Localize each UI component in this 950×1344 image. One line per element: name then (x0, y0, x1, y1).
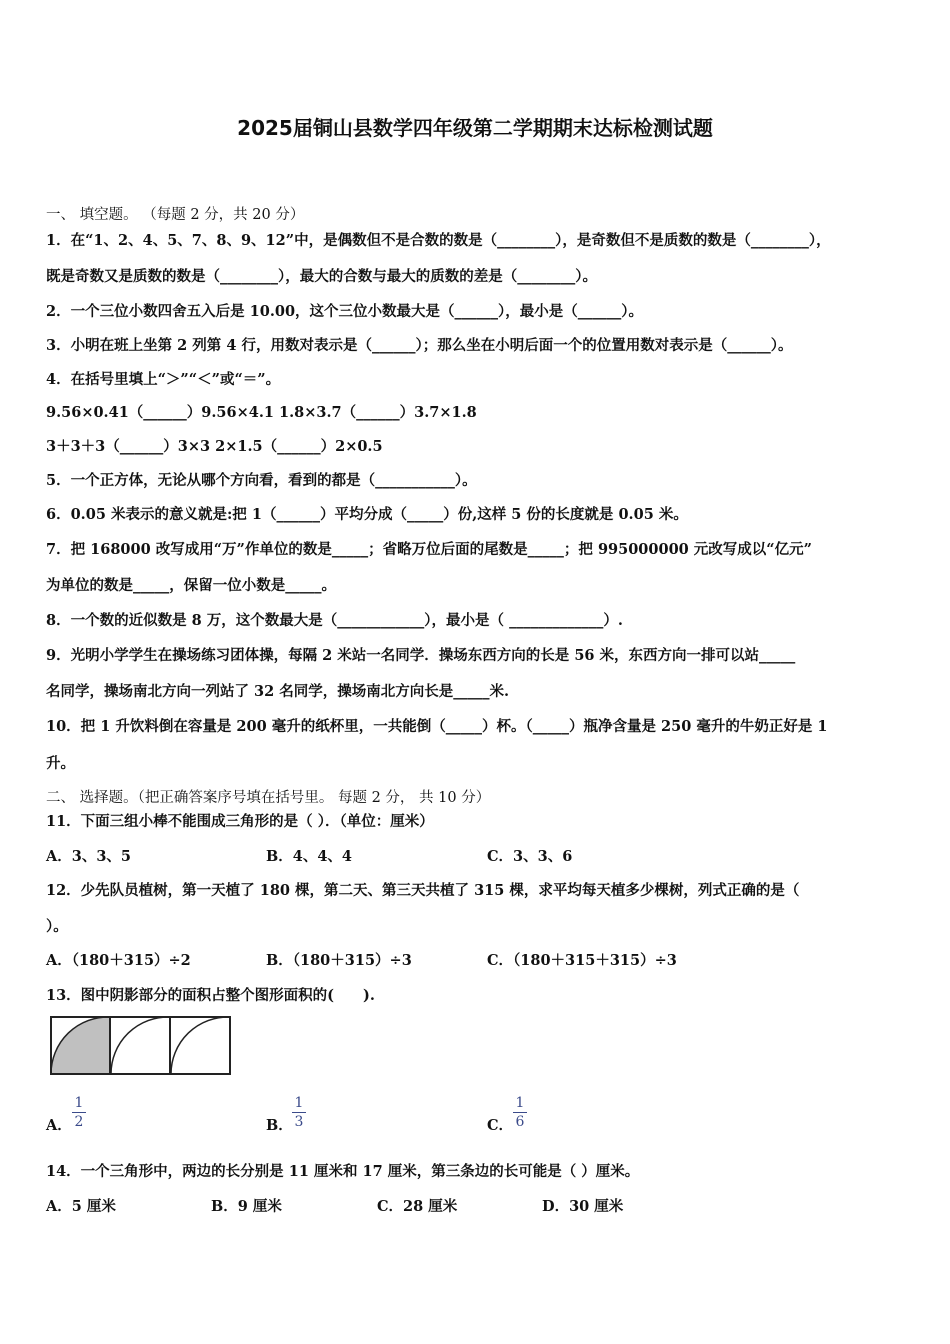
question-line: 3＋3＋3（______）3×3 2×1.5（______）2×0.5 (46, 438, 383, 455)
question-line: 9．光明小学学生在操场练习团体操，每隔 2 米站一名同学．操场东西方向的长是 56 米，东西方向一排可以站_____ (46, 647, 796, 664)
q11-option-b: B．4、4、4 (266, 848, 353, 865)
q13-option-a-fraction: 1 2 (72, 1095, 86, 1130)
q11-option-c: C．3、3、6 (487, 848, 573, 865)
q13-option-a-label: A． (46, 1117, 72, 1134)
q13-option-b-fraction: 1 3 (292, 1095, 306, 1130)
q12-option-b: B．（180＋315）÷3 (266, 952, 412, 969)
q12-option-a: A．（180＋315）÷2 (46, 952, 191, 969)
q14-option-b: B．9 厘米 (211, 1198, 282, 1215)
section1-heading: 一、 填空题。 （每题 2 分，共 20 分） (46, 207, 305, 223)
q12-text: 12．少先队员植树，第一天植了 180 棵，第二天、第三天共植了 315 棵，求平均每天植多少棵树，列式正确的是（ (46, 882, 800, 899)
question-line: 10．把 1 升饮料倒在容量是 200 毫升的纸杯里，一共能倒（_____）杯。（_____）瓶净含量是 250 毫升的牛奶正好是 1 (46, 718, 828, 735)
q11-text: 11．下面三组小棒不能围成三角形的是（ ）．（单位：厘米） (46, 813, 434, 830)
question-line: 1．在“1、2、4、5、7、8、9、12”中，是偶数但不是合数的数是（________），是奇数但不是质数的数是（________）， (46, 232, 831, 249)
q14-option-d: D．30 厘米 (542, 1198, 624, 1215)
q14-option-c: C．28 厘米 (377, 1198, 458, 1215)
q13-option-c-fraction: 1 6 (513, 1095, 527, 1130)
question-line: 4．在括号里填上“＞”“＜”或“＝”。 (46, 371, 281, 388)
question-line: 为单位的数是_____，保留一位小数是_____。 (46, 577, 336, 594)
question-line: 升。 (46, 755, 75, 772)
q14-option-a: A．5 厘米 (46, 1198, 116, 1215)
question-line: 6．0.05 米表示的意义就是:把 1（______）平均分成（_____）份,这样 5 份的长度就是 0.05 米。 (46, 506, 688, 523)
question-line: 5．一个正方体，无论从哪个方向看，看到的都是（___________）。 (46, 472, 477, 489)
q14-text: 14．一个三角形中，两边的长分别是 11 厘米和 17 厘米，第三条边的长可能是（ ）厘米。 (46, 1163, 640, 1180)
question-line: 7．把 168000 改写成用“万”作单位的数是_____；省略万位后面的尾数是_____；把 995000000 元改写成以“亿元” (46, 541, 812, 558)
q13-option-b-label: B． (266, 1117, 293, 1134)
section2-heading: 二、 选择题。（把正确答案序号填在括号里。 每题 2 分， 共 10 分） (46, 790, 491, 806)
question-line: 9.56×0.41（______）9.56×4.1 1.8×3.7（______）3.7×1.8 (46, 404, 477, 421)
q13-figure (50, 1016, 232, 1076)
shaded-quarter-circle (51, 1017, 110, 1074)
q13-option-c-label: C． (487, 1117, 514, 1134)
question-line: 8．一个数的近似数是 8 万，这个数最大是（____________），最小是（ _____________）. (46, 612, 623, 629)
q11-option-a: A．3、3、5 (46, 848, 132, 865)
page-title: 2025届铜山县数学四年级第二学期期末达标检测试题 (237, 116, 713, 140)
question-line: 名同学，操场南北方向一列站了 32 名同学，操场南北方向长是_____米. (46, 683, 510, 700)
question-line: 2．一个三位小数四舍五入后是 10.00，这个三位小数最大是（______），最小是（______）。 (46, 303, 644, 320)
q12-text-cont: ）。 (46, 918, 68, 935)
question-line: 既是奇数又是质数的数是（________），最大的合数与最大的质数的差是（________）。 (46, 268, 597, 285)
question-line: 3．小明在班上坐第 2 列第 4 行，用数对表示是（______）；那么坐在小明后面一个的位置用数对表示是（______）。 (46, 337, 793, 354)
q12-option-c: C．（180＋315＋315）÷3 (487, 952, 677, 969)
q13-text: 13．图中阴影部分的面积占整个图形面积的( ). (46, 987, 375, 1004)
